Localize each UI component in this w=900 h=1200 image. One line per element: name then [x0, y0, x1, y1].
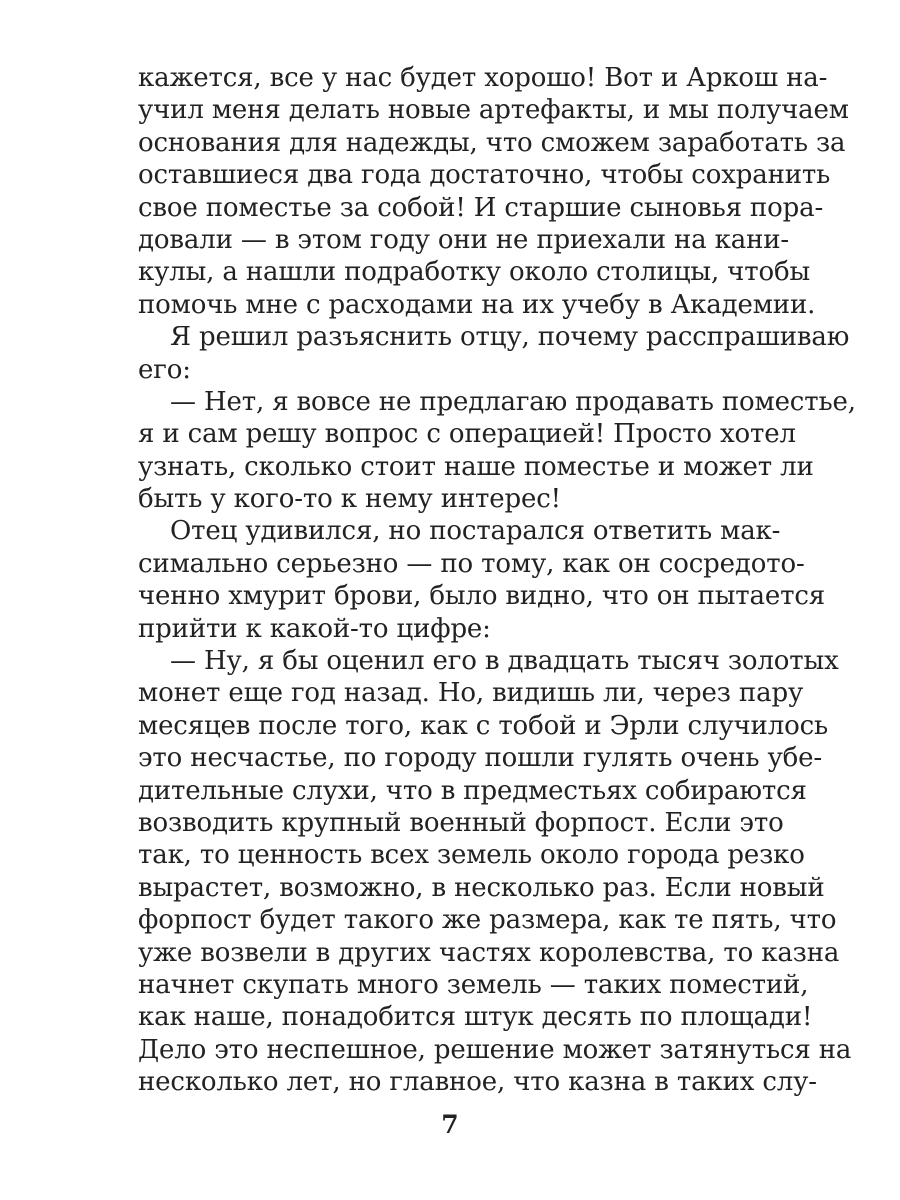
page-number: 7 [441, 1110, 459, 1139]
text-line: начнет скупать много земель — таких поместий, [138, 969, 809, 1000]
text-line: монет еще год назад. Но, видишь ли, через пару [138, 678, 804, 709]
text-line: так, то ценность всех земель около города резко [138, 840, 805, 871]
text-line: ченно хмурит брови, было видно, что он пытается [138, 581, 826, 612]
text-line: я и сам решу вопрос с операцией! Просто хотел [138, 419, 796, 450]
body-text [138, 62, 856, 1099]
text-line: дительные слухи, что в предместьях собираются [138, 775, 807, 806]
text-line: оставшиеся два года достаточно, чтобы сохранить [138, 160, 831, 191]
text-line: форпост будет такого же размера, как те пять, что [138, 905, 837, 936]
text-line: Отец удивился, но постарался ответить мак- [170, 516, 781, 547]
text-line: — Нет, я вовсе не предлагаю продавать поместье, [170, 386, 856, 417]
text-line: Дело это неспешное, решение может затянуться на [138, 1034, 852, 1065]
text-line: помочь мне с расходами на их учебу в Академии. [138, 289, 816, 320]
text-line: быть у кого-то к нему интерес! [138, 484, 561, 515]
text-line: учил меня делать новые артефакты, и мы получаем [138, 95, 849, 126]
text-line: — Ну, я бы оценил его в двадцать тысяч золотых [170, 646, 839, 677]
text-line: уже возвели в других частях королевства, то казна [138, 937, 840, 968]
text-line: кулы, а нашли подработку около столицы, чтобы [138, 257, 811, 288]
text-line: основания для надежды, что сможем заработать за [138, 127, 846, 158]
text-line: узнать, сколько стоит наше поместье и может ли [138, 451, 814, 482]
text-line: вырастет, возможно, в несколько раз. Если новый [138, 872, 825, 903]
text-line: несколько лет, но главное, что казна в таких слу- [138, 1067, 817, 1098]
text-line: как наше, понадобится штук десять по площади! [138, 1002, 813, 1033]
text-line: довали — в этом году они не приехали на кани- [138, 224, 790, 255]
text-line: его: [138, 354, 191, 385]
text-line: возводить крупный военный форпост. Если это [138, 807, 784, 838]
text-line: симально серьезно — по тому, как он сосредото- [138, 548, 805, 579]
text-line: свое поместье за собой! И старшие сыновья пора- [138, 192, 824, 223]
text-line: это несчастье, по городу пошли гулять очень убе- [138, 743, 823, 774]
text-line: Я решил разъяснить отцу, почему расспрашиваю [170, 322, 850, 353]
text-line: прийти к какой-то цифре: [138, 613, 491, 644]
text-line: кажется, все у нас будет хорошо! Вот и Аркош на- [138, 63, 828, 93]
text-line: месяцев после того, как с тобой и Эрли случилось [138, 710, 828, 741]
